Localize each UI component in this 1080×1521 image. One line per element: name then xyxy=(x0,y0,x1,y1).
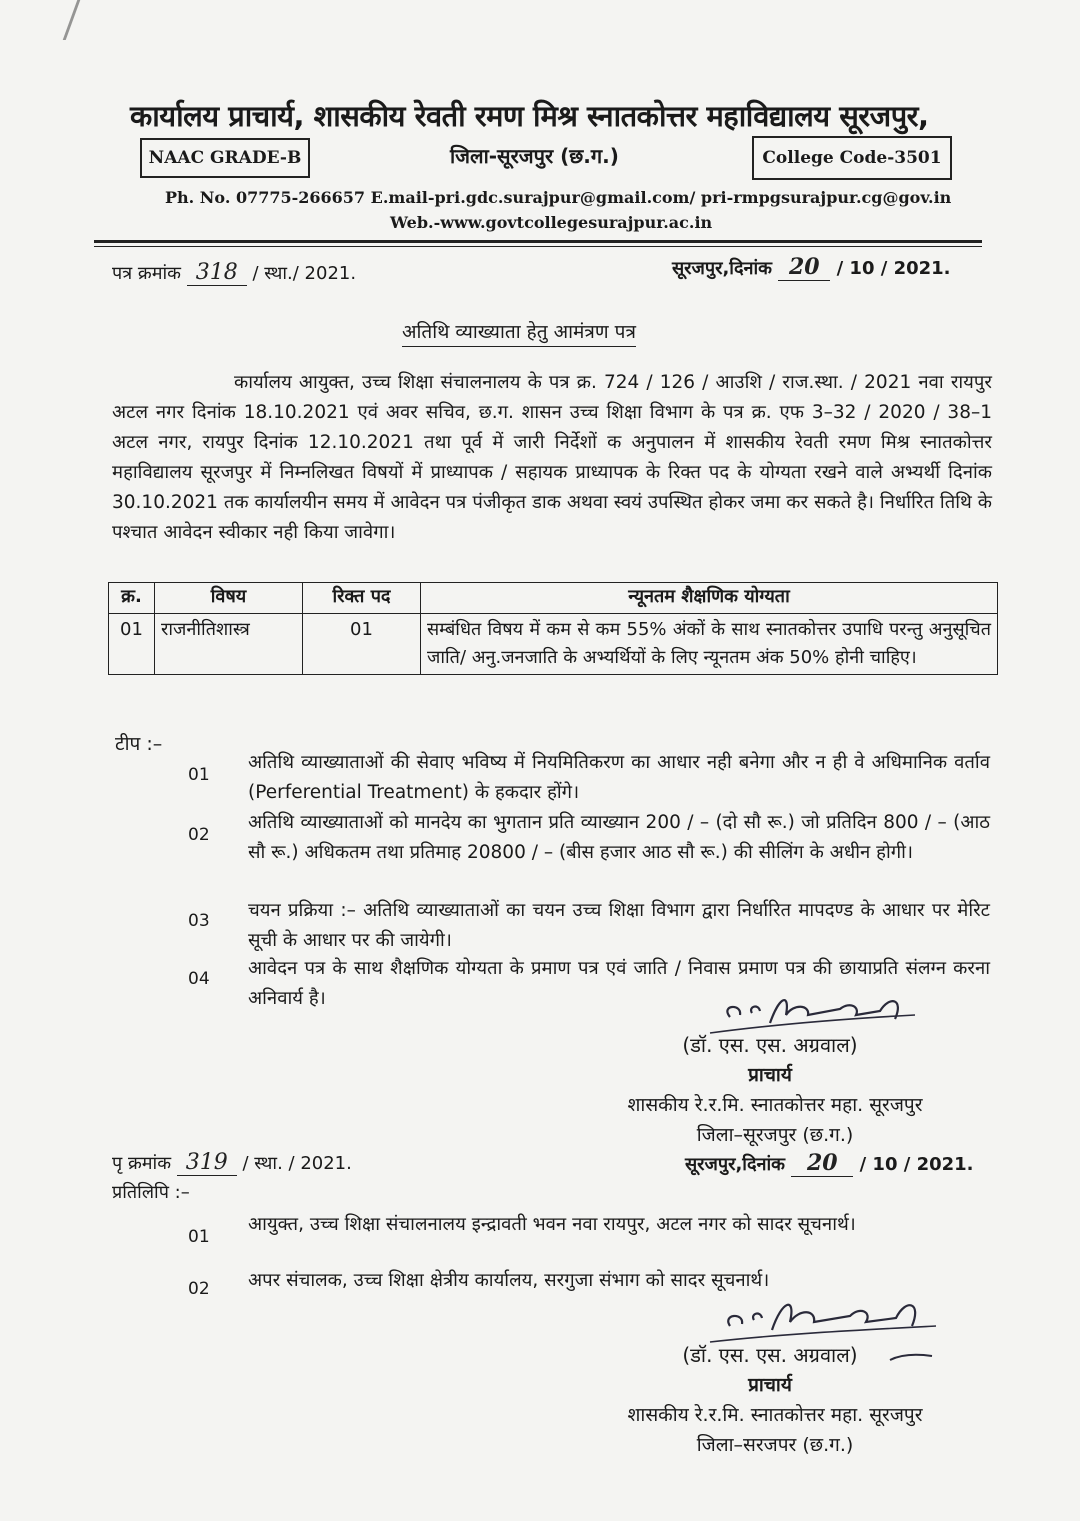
signatory-designation: प्राचार्य xyxy=(748,1064,792,1086)
note-number: 03 xyxy=(188,911,210,931)
copy-number-line xyxy=(112,1150,352,1176)
page-fold-mark xyxy=(63,0,121,40)
contact-line: Ph. No. 07775-266657 E.mail-pri.gdc.surajpur@gmail.com/ pri-rmpgsurajpur.cg@gov.in xyxy=(165,188,952,207)
website-line: Web.-www.govtcollegesurajpur.ac.in xyxy=(390,213,713,232)
office-title: कार्यालय प्राचार्य, शासकीय रेवती रमण मिश्र स्नातकोत्तर महाविद्यालय सूरजपुर, xyxy=(130,99,929,133)
copy-number-prefix: पृ क्रमांक xyxy=(112,1153,172,1174)
note-number: 02 xyxy=(188,825,210,845)
letter-number-prefix: पत्र क्रमांक xyxy=(112,263,181,284)
signatory-address-2 xyxy=(585,1400,965,1460)
body-text: कार्यालय आयुक्त, उच्च शिक्षा संचालनालय के पत्र क्र. 724 / 126 / आउशि / राज.स्था. / 2021 नवा रायपुर अटल नगर दिनांक 18.10.2021 एवं अवर सचिव, छ.ग. शासन उच्च शिक्षा विभाग के पत्र क्र. एफ 3–32 / 2020 / 38–1 अटल नगर, रायपुर दिनांक 12.10.2021 तथा पूर्व में जारी निर्देशों क अनुपालन में शासकीय रेवती रमण मिश्र स्नातकोत्तर महाविद्यालय सूरजपुर में निम्नलिखत विषयों में प्राध्यापक / सहायक प्राध्यापक के रिक्त पद के योग्यता रखने वाले अभ्यर्थी दिनांक 30.10.2021 तक कार्यालयीन समय में आवेदन पत्र पंजीकृत डाक अथवा स्वयं उपस्थित होकर जमा कर सकते है। निर्धारित तिथि के पश्चात आवेदन स्वीकार नही किया जावेगा। xyxy=(112,372,992,543)
body-paragraph xyxy=(112,368,992,548)
cell-qualification: सम्बंधित विषय में कम से कम 55% अंकों के साथ स्नातकोत्तर उपाधि परन्तु अनुसूचित जाति/ अनु.जनजाति के अभ्यर्थियों के लिए न्यूनतम अंक 50% होनी चाहिए। xyxy=(421,614,998,675)
copy-number-suffix: / स्था. / 2021. xyxy=(242,1153,352,1174)
signatory-name: (डॉ. एस. एस. अग्रवाल) xyxy=(682,1033,858,1057)
subject-heading: अतिथि व्याख्याता हेतु आमंत्रण पत्र xyxy=(402,318,636,347)
note-number: 01 xyxy=(188,765,210,785)
note-text: आवेदन पत्र के साथ शैक्षणिक योग्यता के प्रमाण पत्र एवं जाति / निवास प्रमाण पत्र की छायाप्रति संलग्न करना अनिवार्य है। xyxy=(248,958,990,1009)
signatory-district: जिला–सरजपर (छ.ग.) xyxy=(696,1434,854,1456)
copy-number: 01 xyxy=(188,1227,210,1247)
copy-number: 02 xyxy=(188,1279,210,1299)
vacancy-table xyxy=(108,582,998,675)
table-row xyxy=(109,614,998,675)
signatory-block-1 xyxy=(640,1030,900,1090)
letter-date-suffix: / 10 / 2021. xyxy=(836,258,951,279)
note-text: अतिथि व्याख्याताओं को मानदेय का भुगतान प्रति व्याख्यान 200 / – (दो सौ रू.) जो प्रतिदिन 800 / – (आठ सौ रू.) अधिकतम तथा प्रतिमाह 20800 / – (बीस हजार आठ सौ रू.) की सीलिंग के अधीन होगी। xyxy=(248,812,990,863)
header-qualification: न्यूनतम शैक्षणिक योग्यता xyxy=(421,583,998,614)
college-code-box: College Code-3501 xyxy=(752,136,952,180)
letter-number-handwritten: 318 xyxy=(187,260,247,286)
signatory-address-1 xyxy=(585,1090,965,1150)
header-rule-thick xyxy=(94,240,982,243)
note-text: चयन प्रक्रिया :– अतिथि व्याख्याताओं का चयन उच्च शिक्षा विभाग द्वारा निर्धारित मापदण्ड के आधार पर मेरिट सूची के आधार पर की जायेगी। xyxy=(248,900,990,951)
copy-text: अपर संचालक, उच्च शिक्षा क्षेत्रीय कार्यालय, सरगुजा संभाग को सादर सूचनार्थ। xyxy=(248,1270,770,1291)
signatory-block-2 xyxy=(640,1340,900,1400)
header-subject: विषय xyxy=(155,583,303,614)
notes-label: टीप :– xyxy=(115,733,163,755)
naac-grade-box: NAAC GRADE-B xyxy=(140,138,310,178)
letter-number-line xyxy=(112,260,356,286)
note-text: अतिथि व्याख्याताओं की सेवाए भविष्य में नियमितिकरण का आधार नही बनेगा और न ही वे अधिमानिक वर्ताव (Perferential Treatment) के हकदार होंगे। xyxy=(248,752,990,803)
copy-number-handwritten: 319 xyxy=(177,1150,237,1176)
copy-date-line xyxy=(685,1150,974,1177)
table-header-row xyxy=(109,583,998,614)
letter-date-line xyxy=(672,254,951,281)
header-rule-thin xyxy=(94,246,982,247)
copy-date-suffix: / 10 / 2021. xyxy=(859,1154,974,1175)
header-vacant-posts: रिक्त पद xyxy=(303,583,421,614)
letter-date-label: सूरजपुर,दिनांक xyxy=(672,258,773,279)
signatory-college: शासकीय रे.र.मि. स्नातकोत्तर महा. सूरजपुर xyxy=(627,1094,923,1116)
signatory-district: जिला–सूरजपुर (छ.ग.) xyxy=(696,1124,854,1146)
letter-date-day: 20 xyxy=(778,254,830,281)
cell-subject: राजनीतिशास्त्र xyxy=(155,614,303,675)
copy-label: प्रतिलिपि :– xyxy=(112,1182,190,1203)
copy-text: आयुक्त, उच्च शिक्षा संचालनालय इन्द्रावती भवन नवा रायपुर, अटल नगर को सादर सूचनार्थ। xyxy=(248,1214,856,1235)
signatory-designation: प्राचार्य xyxy=(748,1374,792,1396)
signatory-college: शासकीय रे.र.मि. स्नातकोत्तर महा. सूरजपुर xyxy=(627,1404,923,1426)
district-subtitle: जिला-सूरजपुर (छ.ग.) xyxy=(450,144,619,168)
letter-number-suffix: / स्था./ 2021. xyxy=(252,263,357,284)
cell-vacant-posts: 01 xyxy=(303,614,421,675)
header-serial: क्र. xyxy=(109,583,155,614)
copy-date-day: 20 xyxy=(791,1150,853,1177)
signatory-name: (डॉ. एस. एस. अग्रवाल) xyxy=(682,1343,858,1367)
copy-date-label: सूरजपुर,दिनांक xyxy=(685,1154,786,1175)
note-number: 04 xyxy=(188,969,210,989)
cell-serial: 01 xyxy=(109,614,155,675)
